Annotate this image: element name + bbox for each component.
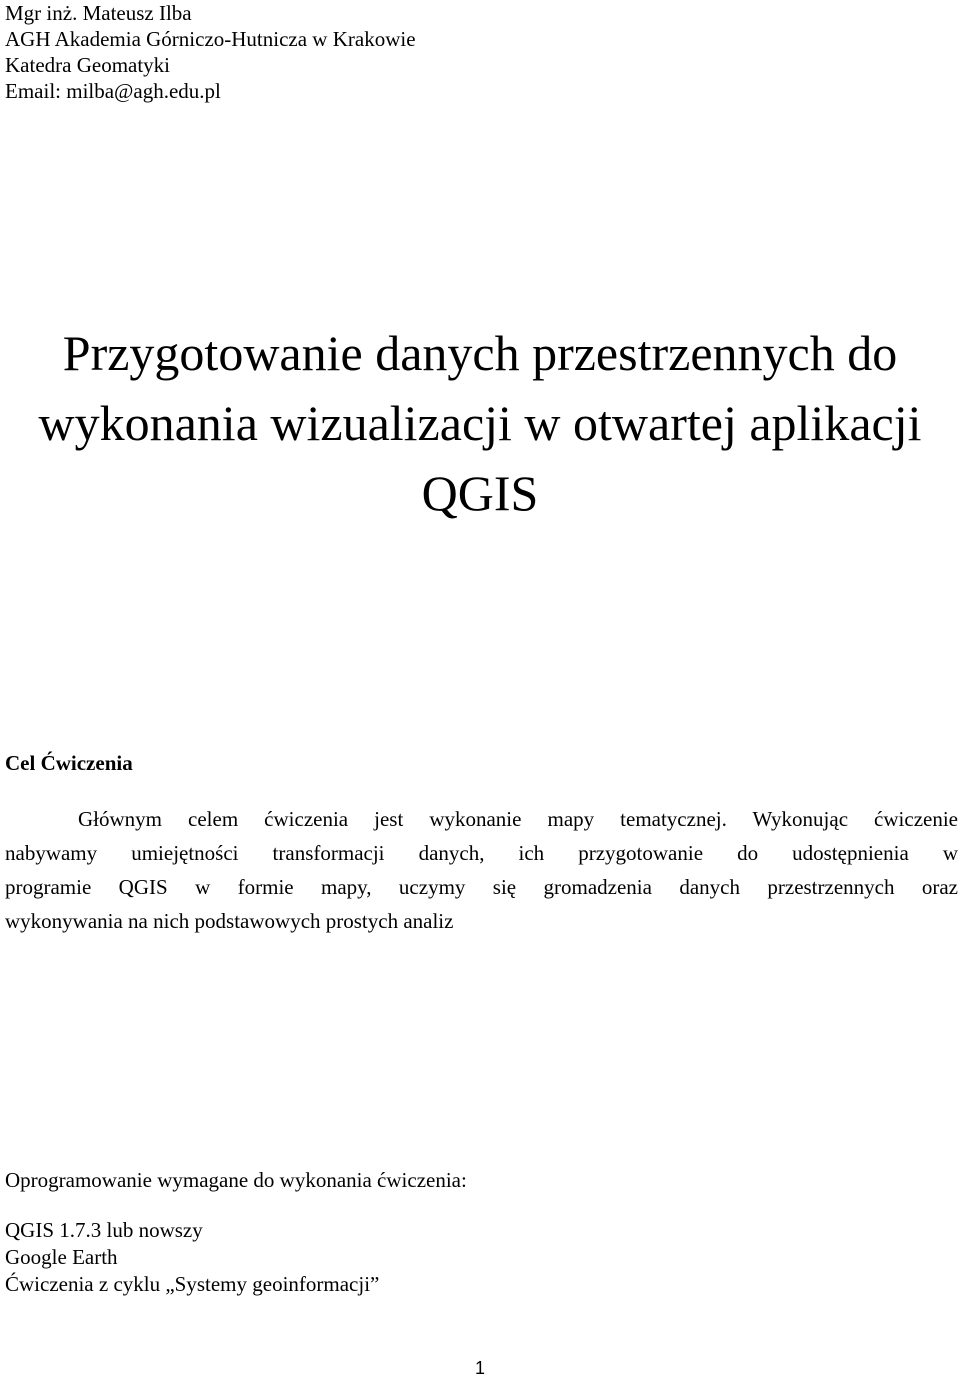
paragraph-line-4: wykonywania na nich podstawowych prostych analiz xyxy=(5,909,454,933)
title-line-1: Przygotowanie danych przestrzennych do xyxy=(62,325,898,381)
paragraph-line-3: programie QGIS w formie mapy, uczymy się gromadzenia danych przestrzennych oraz xyxy=(5,875,958,899)
author-university: AGH Akademia Górniczo-Hutnicza w Krakowie xyxy=(5,27,416,51)
software-item-google-earth: Google Earth xyxy=(5,1245,118,1269)
document-title xyxy=(0,318,960,528)
title-line-2: wykonania wizualizacji w otwartej aplikacji xyxy=(38,395,922,451)
author-email: Email: milba@agh.edu.pl xyxy=(5,79,221,103)
software-item-exercises: Ćwiczenia z cyklu „Systemy geoinformacji” xyxy=(5,1272,380,1296)
goal-paragraph xyxy=(5,802,958,938)
author-department: Katedra Geomatyki xyxy=(5,53,171,77)
page-number: 1 xyxy=(474,1358,485,1378)
paragraph-line-1: Głównym celem ćwiczenia jest wykonanie mapy tematycznej. Wykonując ćwiczenie xyxy=(78,807,958,831)
author-name: Mgr inż. Mateusz Ilba xyxy=(5,1,192,25)
title-line-3: QGIS xyxy=(421,465,539,521)
author-info xyxy=(5,0,416,104)
software-list xyxy=(5,1217,379,1298)
paragraph-line-2: nabywamy umiejętności transformacji danych, ich przygotowanie do udostępnienia w xyxy=(5,841,958,865)
section-heading-goal: Cel Ćwiczenia xyxy=(5,751,133,775)
software-item-qgis: QGIS 1.7.3 lub nowszy xyxy=(5,1218,203,1242)
software-heading: Oprogramowanie wymagane do wykonania ćwiczenia: xyxy=(5,1168,467,1192)
